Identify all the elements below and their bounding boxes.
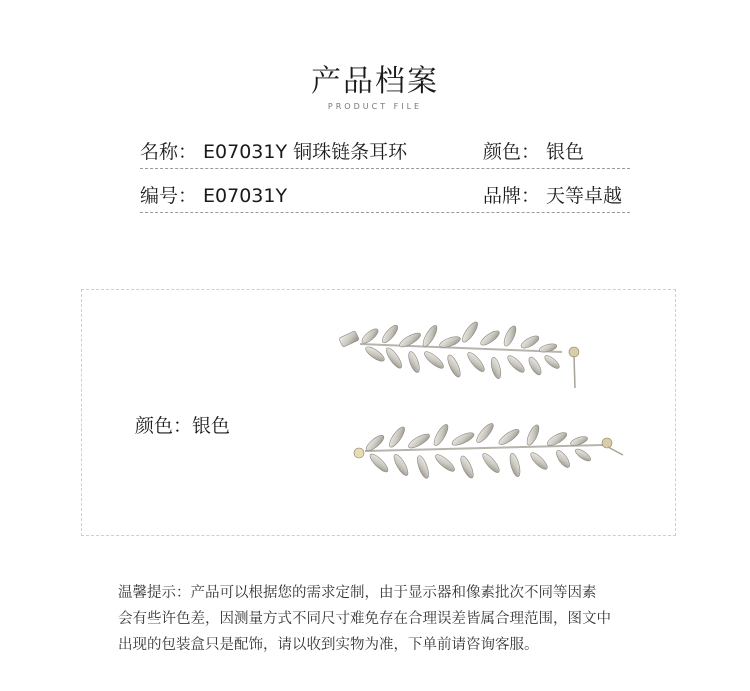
divider: [140, 212, 630, 213]
leaf-chain-earring-icon: [345, 415, 635, 495]
product-brand-row: [483, 181, 622, 208]
product-code-value: E07031Y: [203, 185, 288, 207]
photo-color-label: 颜色：银色: [135, 415, 231, 437]
notice-line: 温馨提示：产品可以根据您的需求定制，由于显示器和像素批次不同等因素: [118, 585, 597, 601]
notice-line: 出现的包装盒只是配饰，请以收到实物为准，下单前请咨询客服。: [118, 637, 539, 653]
divider: [140, 168, 630, 169]
page-subtitle: PRODUCT FILE: [327, 102, 423, 111]
product-code-label: 编号：: [140, 185, 198, 207]
notice-text: [118, 580, 678, 658]
product-brand-value: 天等卓越: [546, 185, 623, 207]
product-color-label: 颜色：: [483, 141, 541, 163]
notice-line: 会有些许色差，因测量方式不同尺寸难免存在合理误差皆属合理范围，图文中: [118, 611, 611, 627]
product-brand-label: 品牌：: [483, 185, 541, 207]
product-name-value: E07031Y 铜珠链条耳环: [203, 141, 408, 163]
leaf-chain-earring-icon: [330, 318, 590, 393]
page-title: 产品档案: [311, 64, 439, 99]
product-color-row: [483, 137, 584, 164]
product-code-row: [140, 181, 287, 208]
product-name-row: [140, 137, 407, 164]
product-color-value: 银色: [546, 141, 585, 163]
product-name-label: 名称：: [140, 141, 198, 163]
